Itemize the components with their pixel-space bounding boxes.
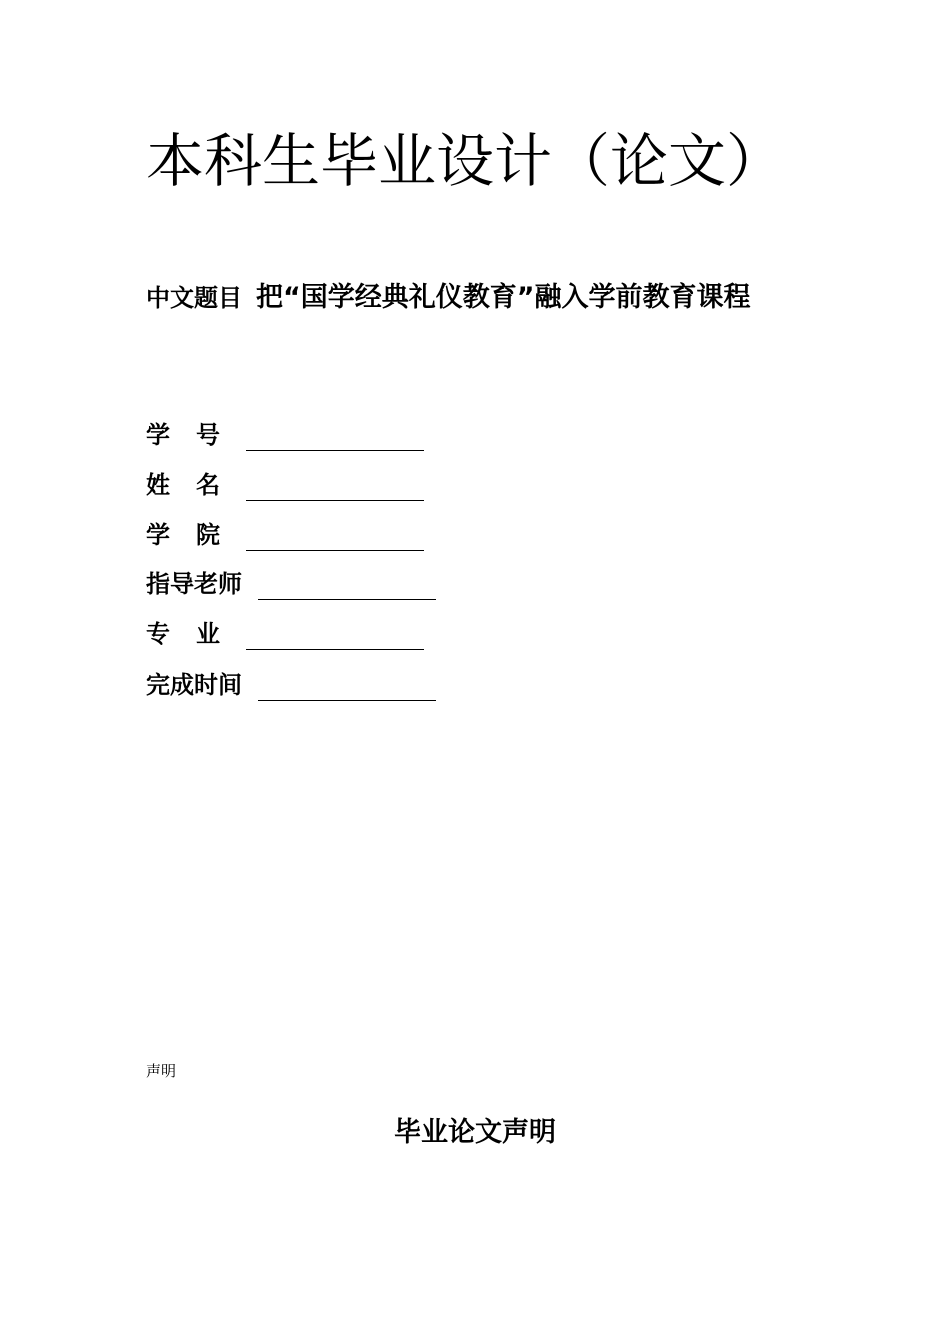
field-blank-college (246, 524, 424, 551)
field-row-name (146, 469, 424, 501)
field-blank-completion-time (258, 674, 436, 701)
field-label-student-id: 学号 (146, 421, 246, 449)
field-row-college (146, 519, 424, 551)
topic-row (146, 280, 751, 316)
declaration-title: 毕业论文声明 (394, 1117, 556, 1148)
field-label-college: 学院 (146, 521, 246, 549)
field-row-completion-time (146, 669, 436, 701)
field-blank-major (246, 623, 424, 650)
document-title: 本科生毕业设计（论文） (146, 127, 785, 195)
field-row-major (146, 618, 424, 650)
field-row-advisor (146, 568, 436, 600)
declaration-note: 声明 (146, 1062, 177, 1080)
field-blank-name (246, 474, 424, 501)
field-label-major: 专业 (146, 620, 246, 648)
topic-label: 中文题目 (146, 284, 242, 312)
field-blank-advisor (258, 573, 436, 600)
field-label-completion-time: 完成时间 (146, 671, 242, 699)
field-label-name: 姓名 (146, 471, 246, 499)
field-label-advisor: 指导老师 (146, 570, 242, 598)
topic-text: 把“国学经典礼仪教育”融入学前教育课程 (256, 282, 751, 313)
field-blank-student-id (246, 424, 424, 451)
field-row-student-id (146, 419, 424, 451)
